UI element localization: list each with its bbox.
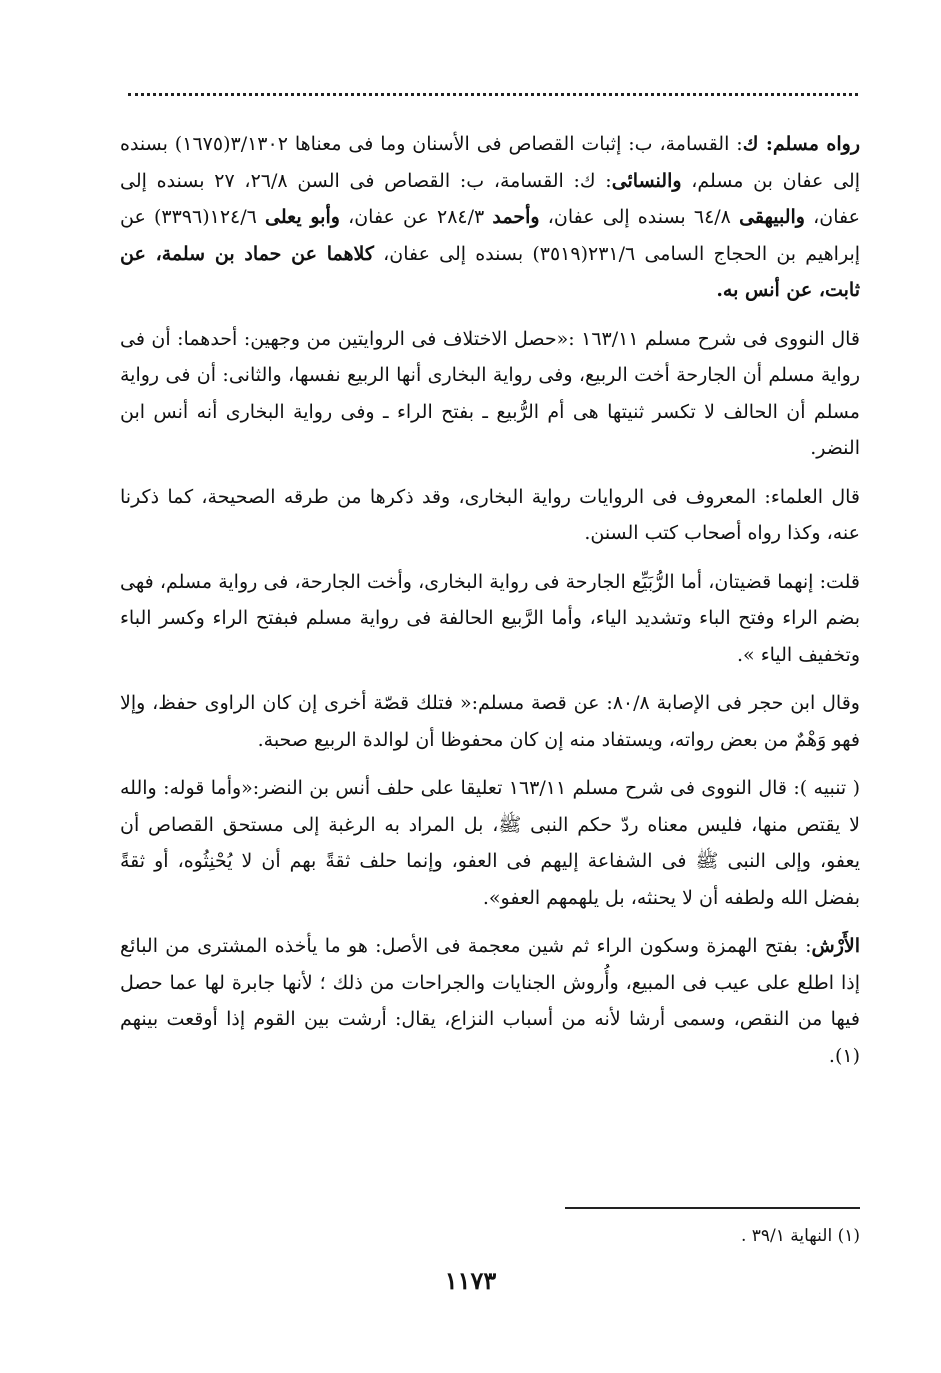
bold-run: رواه مسلم: ك: [742, 133, 860, 155]
bold-run: والبيهقى: [739, 206, 805, 228]
text-run: ٢٨٤/٣ عن عفان،: [339, 206, 493, 228]
bold-run: وأحمد: [492, 206, 540, 228]
text-run: : بفتح الهمزة وسكون الراء ثم شين معجمة فى الأصل: هو ما يأخذه المشترى من البائع إذا اطلع على عيب فى المبيع، وأُروش الجنايات والجراحات من ذلك ؛ لأنها جابرة لها عما حصل فيها من النقص، وسمى أرشا لأنه من أسباب النزاع، يقال: أرشت بين القوم إذا أوقعت بينهم (١).: [120, 935, 860, 1067]
paragraph-arsh: [120, 928, 860, 1074]
footnote: (١) النهاية ٣٩/١ .: [740, 1226, 860, 1246]
footnote-separator: [565, 1207, 860, 1209]
paragraph-qultu: قلت: إنهما قضيتان، أما الرُّبَيِّع الجارحة فى رواية البخارى، وأخت الجارحة، فى رواية مسلم، فهى بضم الراء وفتح الباء وتشديد الياء، وأما الرَّبيع الحالفة فى رواية مسلم فبفتح الراء وكسر الباء وتخفيف الياء ».: [120, 570, 860, 666]
main-text-body: [120, 126, 860, 1086]
bold-run: كلاهما عن حماد بن سلمة، عن ثابت، عن أنس به.: [120, 242, 860, 301]
text-run: ١٢٤/٦(٣٣٩٦) عن إبراهيم بن الحجاج السامى ٢٣١/٦(٣٥١٩) بسنده إلى عفان،: [120, 206, 861, 265]
bold-run: الأَرْش: [811, 935, 860, 957]
page-number: ١١٧٣: [444, 1266, 497, 1295]
bold-run: وأبو يعلى: [265, 206, 340, 228]
text-run: : ك: القسامة، ب: القصاص فى السن ٢٦/٨، ٢٧ بسنده إلى عفان،: [120, 169, 860, 228]
paragraph-takhrij: [120, 126, 860, 309]
paragraph-ibn-hajar: وقال ابن حجر فى الإصابة ٨٠/٨: عن قصة مسلم:« فتلك قصّة أخرى إن كان الراوى حفظ، وإلا فهو وَهْمٌ من بعض رواته، ويستفاد منه إن كان محفوظا أن لوالدة الربيع صحبة.: [120, 692, 860, 751]
paragraph-tanbih: ( تنبيه ): قال النووى فى شرح مسلم ١٦٣/١١ تعليقا على حلف أنس بن النضر:«وأما قوله: والله لا يقتص منها، فليس معناه ردّ حكم النبى ﷺ، بل المراد به الرغبة إلى مستحق القصاص أن يعفو، وإلى النبى ﷺ فى الشفاعة إليهم فى العفو، وإنما حلف ثقةً بهم أن لا يُحْنِثُوه، أو ثقةً بفضل الله ولطفه أن لا يحنثه، بل يلهمهم العفو».: [120, 777, 860, 909]
text-run: ٦٤/٨ بسنده إلى عفان،: [539, 206, 740, 228]
top-dotted-rule: [128, 93, 858, 96]
bold-run: والنسائى: [611, 169, 682, 192]
text-run: : القسامة، ب: إثبات القصاص فى الأسنان وما فى معناها ٣/١٣٠٢(١٦٧٥) بسنده إلى عفان بن مسلم،: [120, 133, 860, 192]
paragraph-nawawi: قال النووى فى شرح مسلم ١٦٣/١١ :«حصل الاختلاف فى الروايتين من وجهين: أحدهما: أن فى رواية مسلم أن الجارحة أخت الربيع، وفى رواية البخارى أنها الربيع نفسها، والثانى: أن فى رواية مسلم أن الحالف لا تكسر ثنيتها هى أم الرُّبيع ـ بفتح الراء ـ وفى رواية البخارى أنه أنس ابن النضر.: [120, 327, 860, 459]
paragraph-ulama: قال العلماء: المعروف فى الروايات رواية البخارى، وقد ذكرها من طرقه الصحيحة، كما ذكرنا عنه، وكذا رواه أصحاب كتب السنن.: [120, 485, 860, 544]
